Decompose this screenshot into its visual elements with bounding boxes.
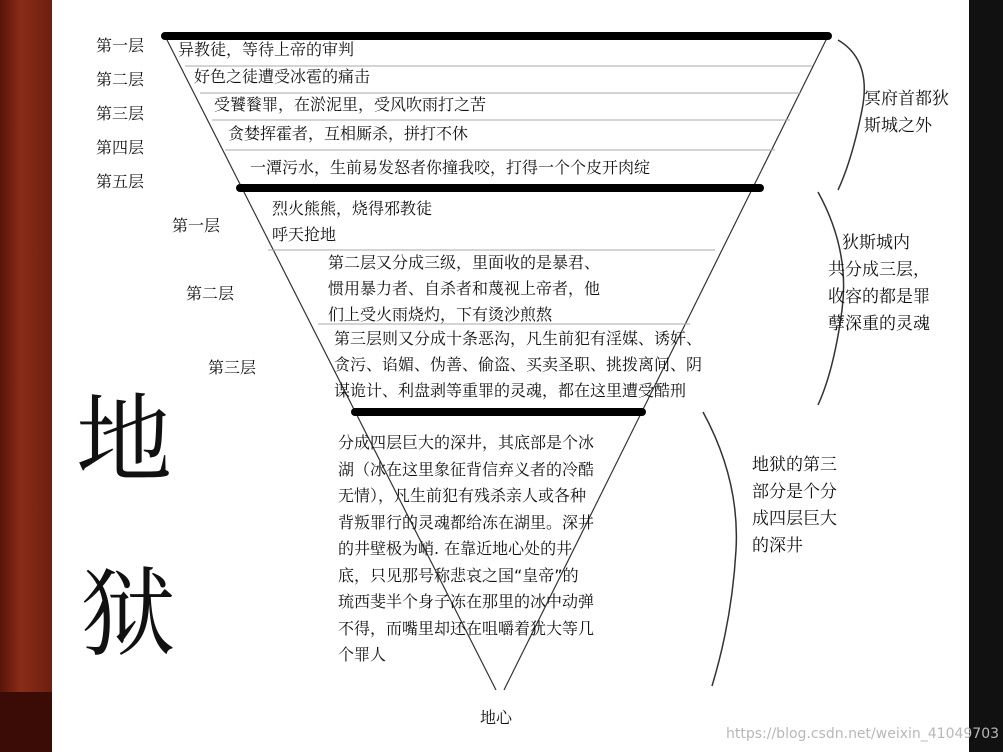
middle-text-2-line: 们上受火雨烧灼，下有烫沙煎熬 xyxy=(328,305,553,324)
upper-brace xyxy=(838,40,864,190)
middle-level-3: 第三层 xyxy=(208,358,257,377)
middle-text-3-line: 第三层则又分成十条恶沟，凡生前犯有淫媒、诱奸、 xyxy=(334,329,703,348)
lower-note xyxy=(752,452,837,560)
upper-level-3: 第三层 xyxy=(96,104,145,123)
middle-note-line: 共分成三层， xyxy=(828,260,930,280)
earth-core-label: 地心 xyxy=(480,708,513,727)
upper-level-1: 第一层 xyxy=(96,36,145,55)
upper-text-3: 受饕餮罪，在淤泥里，受风吹雨打之苦 xyxy=(214,95,487,114)
upper-text-2: 好色之徒遭受冰雹的痛击 xyxy=(194,67,371,86)
middle-level-2: 第二层 xyxy=(186,284,235,303)
lower-text-line: 底，只见那号称悲哀之国“皇帝”的 xyxy=(338,565,579,585)
middle-note-line: 孽深重的灵魂 xyxy=(828,314,930,334)
upper-note xyxy=(864,86,949,140)
lower-brace xyxy=(703,412,736,686)
lower-text xyxy=(338,430,594,669)
lower-note-line: 部分是个分 xyxy=(752,482,837,502)
upper-level-5: 第五层 xyxy=(96,172,145,191)
upper-text-5: 一潭污水，生前易发怒者你撞我咬，打得一个个皮开肉绽 xyxy=(250,158,651,177)
middle-note-line: 收容的都是罪 xyxy=(828,287,930,307)
middle-text-3 xyxy=(334,326,702,404)
lower-text-line: 个罪人 xyxy=(338,645,387,664)
middle-note xyxy=(828,230,930,338)
lower-text-line: 不得，而嘴里却还在咀嚼着犹大等几 xyxy=(338,618,595,638)
upper-level-4: 第四层 xyxy=(96,138,145,157)
lower-text-line: 分成四层巨大的深井，其底部是个冰 xyxy=(338,433,595,452)
middle-text-1-line: 呼天抢地 xyxy=(272,225,337,244)
upper-note-line: 冥府首都狄 xyxy=(864,89,949,109)
lower-text-line: 的井壁极为峭. 在靠近地心处的井 xyxy=(338,539,573,558)
middle-note-line: 狄斯城内 xyxy=(842,233,910,253)
middle-text-2 xyxy=(328,250,600,328)
upper-note-line: 斯城之外 xyxy=(864,116,932,136)
lower-text-line: 无情），凡生前犯有残杀亲人或各种 xyxy=(338,486,587,505)
upper-text-1: 异教徒，等待上帝的审判 xyxy=(178,40,355,59)
big-title-char-2: 狱 xyxy=(80,558,176,670)
middle-text-2-line: 惯用暴力者、自杀者和蔑视上帝者，他 xyxy=(328,279,601,298)
upper-text-4: 贪婪挥霍者，互相厮杀，拼打不休 xyxy=(228,124,469,143)
lower-note-line: 的深井 xyxy=(752,536,803,556)
middle-text-3-line: 谋诡计、利盘剥等重罪的灵魂，都在这里遭受酷刑 xyxy=(334,381,687,400)
lower-text-line: 背叛罪行的灵魂都给冻在湖里。深井 xyxy=(338,512,595,532)
lower-text-line: 琉西斐半个身子冻在那里的冰中动弹 xyxy=(338,592,595,611)
middle-level-1: 第一层 xyxy=(172,216,221,235)
middle-text-2-line: 第二层又分成三级，里面收的是暴君、 xyxy=(328,253,601,272)
upper-level-2: 第二层 xyxy=(96,70,145,89)
lower-note-line: 地狱的第三 xyxy=(752,455,837,475)
lower-note-line: 成四层巨大 xyxy=(752,509,837,529)
middle-text-3-line: 贪污、谄媚、伪善、偷盗、买卖圣职、挑拨离间、阴 xyxy=(334,355,703,374)
middle-text-1-line: 烈火熊熊，烧得邪教徒 xyxy=(272,199,433,218)
watermark: https://blog.csdn.net/weixin_41049703 xyxy=(726,726,1000,742)
big-title-char-1: 地 xyxy=(76,384,172,496)
lower-text-line: 湖（冰在这里象征背信弃义者的冷酷 xyxy=(338,459,595,479)
middle-text-1 xyxy=(272,196,432,248)
